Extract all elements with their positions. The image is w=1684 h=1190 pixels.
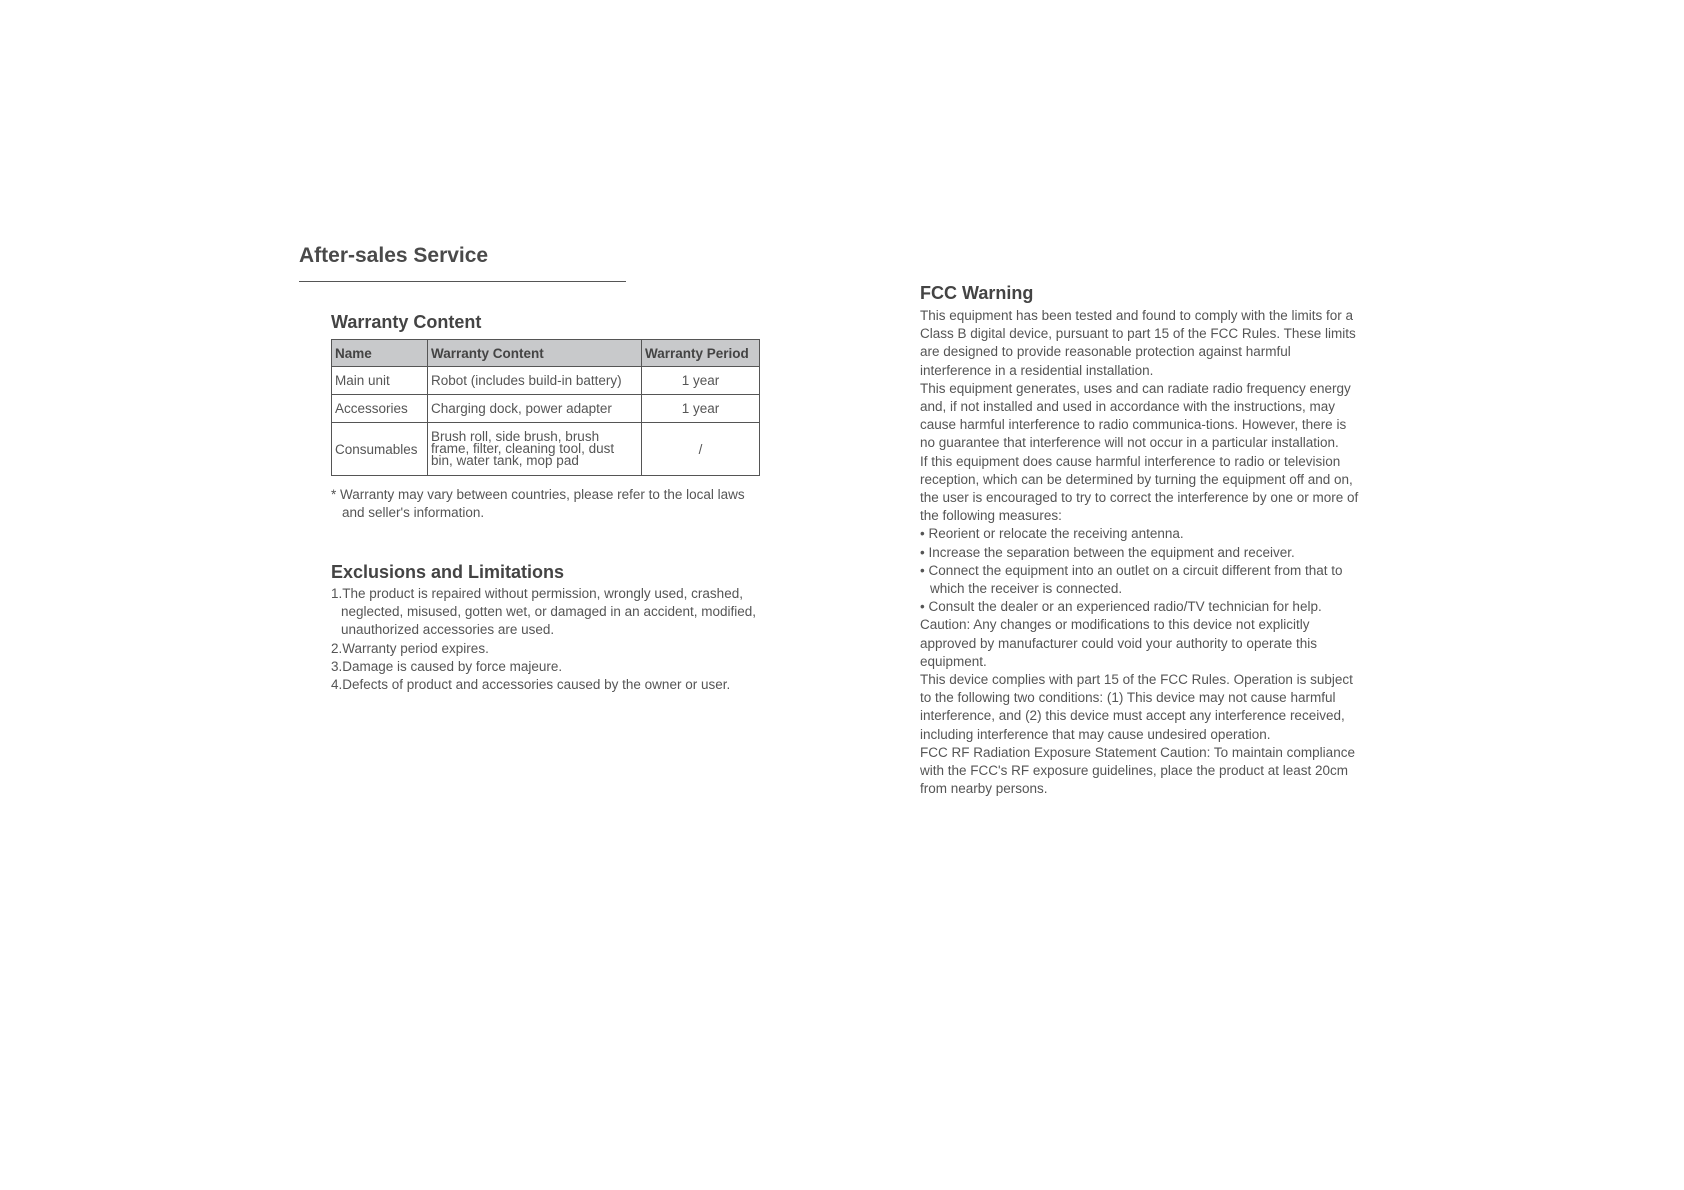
- after-sales-section: [299, 242, 759, 694]
- table-row: [332, 395, 760, 423]
- row-name: Main unit: [332, 367, 428, 395]
- row-content: Brush roll, side brush, brush frame, filter, cleaning tool, dust bin, water tank, mop pad: [428, 423, 642, 476]
- page-title: After-sales Service: [299, 244, 489, 267]
- fcc-bullet: • Increase the separation between the equipment and receiver.: [920, 544, 1295, 560]
- fcc-title: FCC Warning: [920, 283, 1034, 303]
- fcc-rf-statement: FCC RF Radiation Exposure Statement Caution: To maintain compliance with the FCC's RF exposure guidelines, place the product at least 20cm from nearby persons.: [920, 744, 1355, 797]
- row-period: /: [642, 423, 760, 476]
- fcc-bullet: • Reorient or relocate the receiving antenna.: [920, 526, 1184, 542]
- fcc-bullet: • Consult the dealer or an experienced radio/TV technician for help.: [920, 599, 1322, 615]
- fcc-caution: Caution: Any changes or modifications to this device not explicitly approved by manufacturer could void your authority to operate this equipment.: [920, 617, 1317, 669]
- table-header-row: [332, 340, 760, 367]
- table-row: [332, 367, 760, 395]
- row-content: Charging dock, power adapter: [428, 395, 642, 423]
- row-name: Consumables: [332, 423, 428, 476]
- fcc-paragraph: If this equipment does cause harmful interference to radio or television reception, which can be determined by turning the equipment off and on, the user is encouraged to try to correct the interference by one or more of the following measures:: [920, 453, 1359, 524]
- row-name: Accessories: [332, 395, 428, 423]
- fcc-body: [920, 307, 1360, 798]
- warranty-block: [331, 310, 759, 694]
- exclusions-list: [331, 585, 761, 694]
- header-content: Warranty Content: [428, 340, 642, 367]
- row-content: Robot (includes build-in battery): [428, 367, 642, 395]
- row-period: 1 year: [642, 367, 760, 395]
- exclusions-title: Exclusions and Limitations: [331, 562, 565, 582]
- list-item: 1.The product is repaired without permission, wrongly used, crashed, neglected, misused, gotten wet, or damaged in an accident, modified, unauthorized accessories are used.: [331, 586, 756, 638]
- fcc-paragraph: This equipment has been tested and found to comply with the limits for a Class B digital device, pursuant to part 15 of the FCC Rules. These limits are designed to provide reasonable protection against harmful interference in a residential installation.: [920, 308, 1356, 378]
- fcc-bullet: • Connect the equipment into an outlet on a circuit different from that to which the receiver is connected.: [920, 562, 1343, 597]
- row-period: 1 year: [642, 395, 760, 423]
- list-item: 4.Defects of product and accessories caused by the owner or user.: [331, 677, 731, 693]
- warranty-title: Warranty Content: [331, 312, 482, 332]
- header-name: Name: [332, 340, 428, 367]
- list-item: 2.Warranty period expires.: [331, 640, 489, 656]
- warranty-table: [331, 339, 760, 476]
- header-period: Warranty Period: [642, 340, 760, 367]
- fcc-paragraph: This equipment generates, uses and can radiate radio frequency energy and, if not installed and used in accordance with the instructions, may cause harmful interference to radio communica-tions. However, there is no guarantee that interference will not occur in a particular installation.: [920, 380, 1351, 451]
- warranty-note: * Warranty may vary between countries, please refer to the local laws and seller's information.: [331, 487, 745, 520]
- list-item: 3.Damage is caused by force majeure.: [331, 658, 563, 674]
- title-divider: [299, 281, 626, 282]
- fcc-section: [920, 281, 1360, 798]
- fcc-compliance: This device complies with part 15 of the FCC Rules. Operation is subject to the following two conditions: (1) This device may not cause harmful interference, and (2) this device must accept any interference received, including interference that may cause undesired operation.: [920, 672, 1353, 742]
- table-row: [332, 423, 760, 476]
